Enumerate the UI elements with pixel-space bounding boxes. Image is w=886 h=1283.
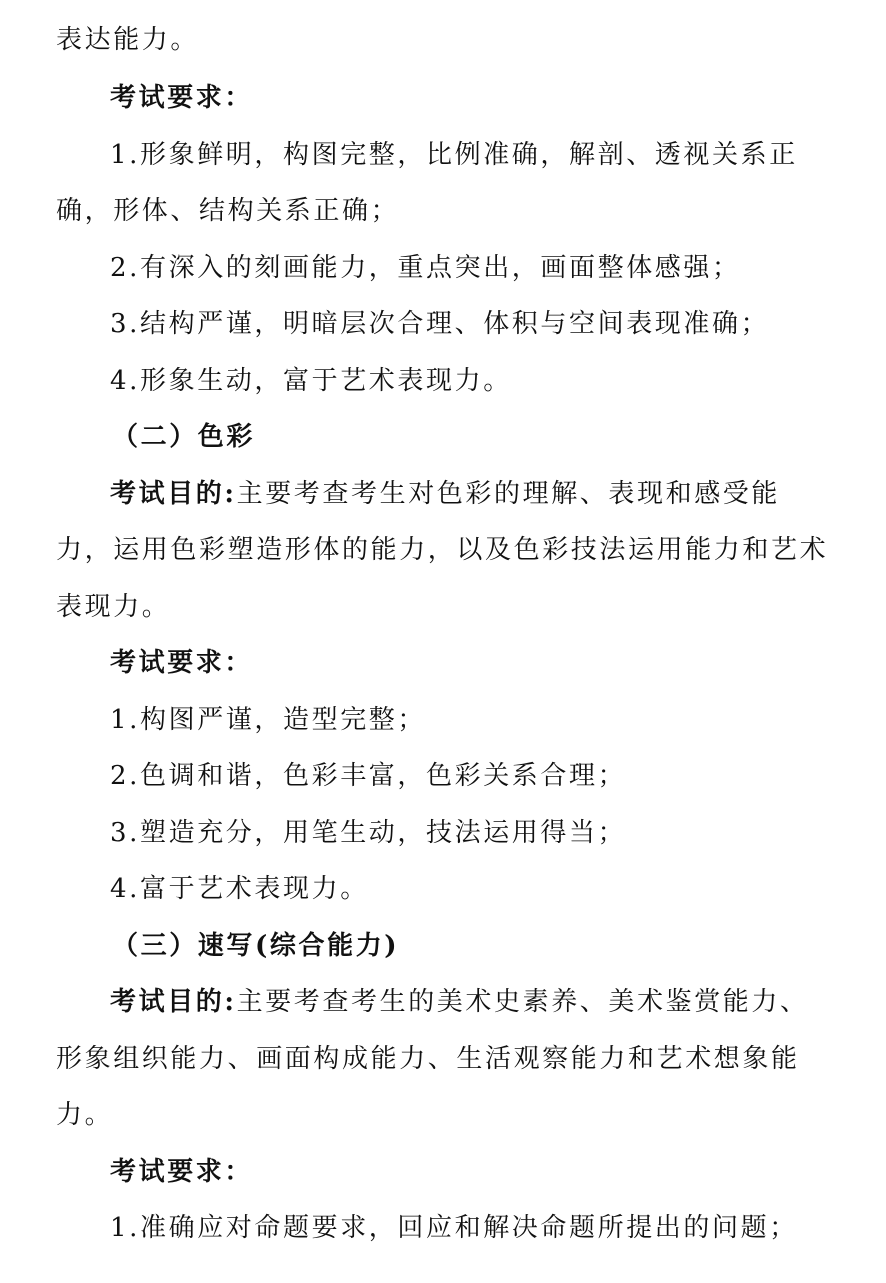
requirement-item: 3.塑造充分，用笔生动，技法运用得当；	[110, 818, 627, 848]
exam-purpose-label: 考试目的:	[110, 987, 237, 1017]
requirement-item: 1.准确应对命题要求，回应和解决命题所提出的问题；	[110, 1213, 798, 1243]
section-title-color: （二）色彩	[112, 422, 256, 452]
requirement-item: 1.形象鲜明，构图完整，比例准确，解剖、透视关系正	[110, 140, 798, 170]
exam-purpose-text: 主要考查考生对色彩的理解、表现和感受能	[236, 479, 781, 509]
exam-purpose-paragraph	[0, 984, 809, 1020]
paragraph-line: 力，运用色彩塑造形体的能力，以及色彩技法运用能力和艺术	[56, 535, 829, 565]
requirement-item-continued: 确，形体、结构关系正确；	[56, 196, 400, 226]
requirement-item: 1.构图严谨，造型完整；	[110, 705, 427, 735]
paragraph-line: 表现力。	[56, 592, 171, 622]
section-title-sketch: （三）速写(综合能力)	[112, 931, 400, 961]
requirement-item: 2.有深入的刻画能力，重点突出，画面整体感强；	[110, 253, 741, 283]
exam-requirements-heading: 考试要求：	[110, 648, 254, 678]
exam-purpose-label: 考试目的:	[110, 479, 237, 509]
requirement-item: 4.形象生动，富于艺术表现力。	[110, 366, 512, 396]
exam-requirements-heading: 考试要求：	[110, 83, 254, 113]
paragraph-line: 形象组织能力、画面构成能力、生活观察能力和艺术想象能	[56, 1044, 800, 1074]
exam-purpose-text: 主要考查考生的美术史素养、美术鉴赏能力、	[236, 987, 809, 1017]
exam-requirements-heading: 考试要求：	[110, 1157, 254, 1187]
exam-purpose-paragraph	[0, 476, 780, 512]
text-line: 表达能力。	[56, 25, 200, 55]
paragraph-line: 力。	[56, 1100, 114, 1130]
requirement-item: 4.富于艺术表现力。	[110, 874, 369, 904]
requirement-item: 3.结构严谨，明暗层次合理、体积与空间表现准确；	[110, 309, 770, 339]
requirement-item: 2.色调和谐，色彩丰富，色彩关系合理；	[110, 761, 627, 791]
